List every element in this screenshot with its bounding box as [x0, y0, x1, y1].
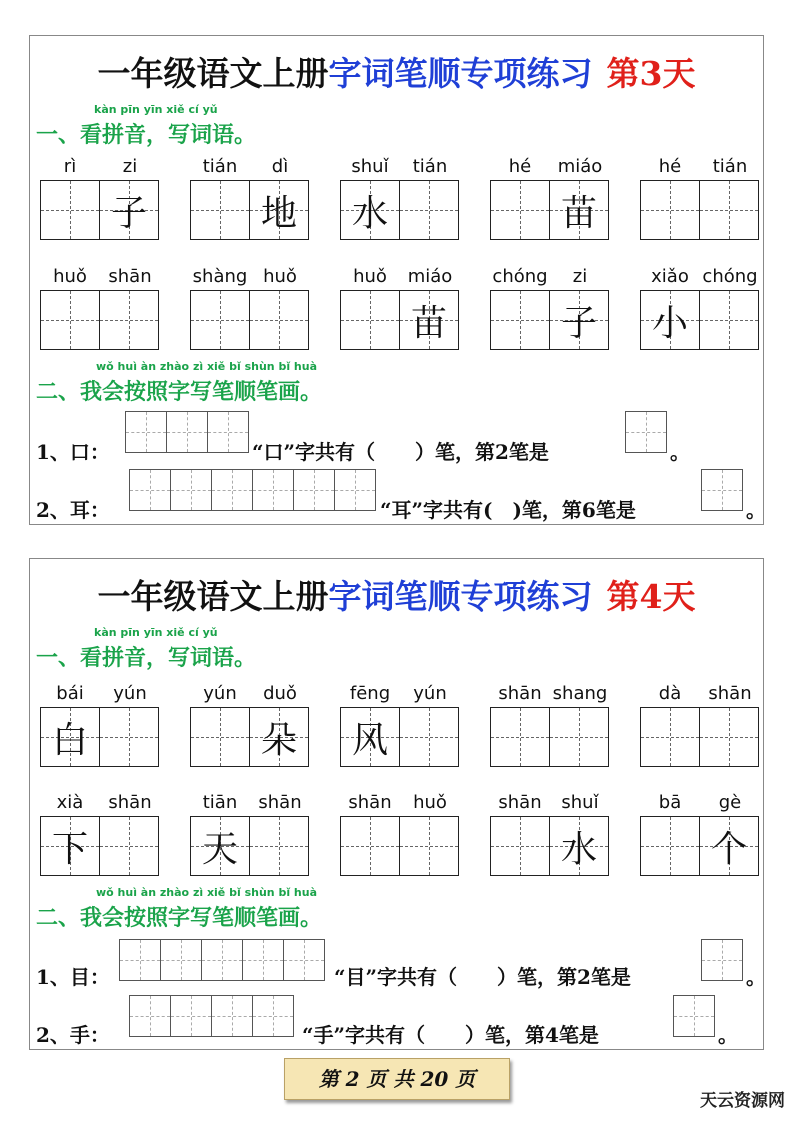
word-pinyin — [40, 792, 160, 814]
word-pinyin — [490, 792, 610, 814]
writing-box[interactable] — [99, 180, 159, 240]
writing-box[interactable] — [490, 180, 550, 240]
pinyin-syllable: zi — [122, 156, 138, 177]
pinyin-syllable: tián — [712, 156, 748, 177]
answer-box-1[interactable] — [702, 939, 743, 981]
pinyin-syllable: chóng — [702, 266, 758, 287]
day-4-panel — [29, 558, 764, 1050]
word-pinyin — [190, 792, 310, 814]
pinyin-syllable: yún — [203, 683, 237, 704]
writing-box[interactable] — [249, 707, 309, 767]
writing-box[interactable] — [640, 707, 700, 767]
word-pinyin — [190, 156, 310, 178]
writing-box[interactable] — [399, 180, 459, 240]
pinyin-syllable: miáo — [407, 266, 453, 287]
pinyin-syllable: yún — [413, 683, 447, 704]
page-title: 一年级语文上册字词笔顺专项练习 第3天 — [97, 54, 696, 93]
given-character — [400, 181, 458, 239]
given-character: 个 — [710, 828, 747, 870]
word-pinyin — [490, 156, 610, 178]
section-1-pinyin: kàn pīn yīn xiě cí yǔ — [94, 626, 218, 639]
writing-box[interactable] — [640, 180, 700, 240]
end-mark: 。 — [746, 498, 766, 522]
stroke-box[interactable] — [160, 939, 202, 981]
stroke-box[interactable] — [673, 995, 715, 1037]
pinyin-syllable: bái — [56, 683, 84, 704]
word-pinyin — [640, 792, 760, 814]
answer-box-2[interactable] — [702, 469, 743, 511]
end-mark: 。 — [718, 1023, 738, 1047]
word-pinyin — [340, 683, 460, 705]
pinyin-syllable: rì — [63, 156, 77, 177]
stroke-box[interactable] — [701, 939, 743, 981]
pinyin-syllable: shān — [108, 792, 152, 813]
word-pinyin — [490, 266, 610, 288]
writing-box[interactable] — [340, 707, 400, 767]
pinyin-syllable: dì — [271, 156, 289, 177]
pinyin-syllable: gè — [718, 792, 742, 813]
section-2-pinyin: wǒ huì àn zhào zì xiě bǐ shùn bǐ huà — [96, 360, 317, 373]
given-character: 子 — [110, 192, 147, 234]
given-character: 小 — [651, 302, 688, 344]
given-character — [341, 817, 399, 875]
writing-box[interactable] — [699, 816, 759, 876]
given-character — [700, 291, 758, 349]
writing-box[interactable] — [340, 816, 400, 876]
word-pinyin — [340, 792, 460, 814]
pinyin-syllable: shàng — [192, 266, 248, 287]
writing-box[interactable] — [249, 816, 309, 876]
given-character — [100, 708, 158, 766]
writing-box[interactable] — [549, 707, 609, 767]
word-pinyin — [340, 266, 460, 288]
writing-box[interactable] — [99, 816, 159, 876]
page-title: 一年级语文上册字词笔顺专项练习 第4天 — [97, 577, 696, 616]
writing-box[interactable] — [699, 290, 759, 350]
given-character: 水 — [560, 828, 597, 870]
word-pinyin — [40, 156, 160, 178]
pinyin-syllable: shān — [348, 792, 392, 813]
section-1-pinyin: kàn pīn yīn xiě cí yǔ — [94, 103, 218, 116]
given-character — [400, 817, 458, 875]
given-character: 子 — [560, 302, 597, 344]
day-3-panel — [29, 35, 764, 525]
given-character — [191, 291, 249, 349]
given-character — [491, 291, 549, 349]
stroke-box[interactable] — [252, 469, 294, 511]
pinyin-syllable: shuǐ — [351, 156, 389, 177]
section-1-heading: 一、看拼音，写词语。 — [36, 122, 257, 148]
given-character — [491, 181, 549, 239]
stroke-strip-1[interactable] — [126, 411, 249, 453]
given-character: 水 — [351, 192, 388, 234]
writing-box[interactable] — [399, 290, 459, 350]
watermark: 天云资源网 — [700, 1091, 785, 1111]
writing-box[interactable] — [399, 816, 459, 876]
writing-box[interactable] — [190, 180, 250, 240]
given-character — [491, 817, 549, 875]
stroke-box[interactable] — [207, 411, 249, 453]
stroke-strip-2[interactable] — [130, 469, 376, 511]
writing-box[interactable] — [40, 816, 100, 876]
writing-box[interactable] — [190, 290, 250, 350]
given-character: 下 — [51, 828, 88, 870]
pinyin-syllable: shān — [258, 792, 302, 813]
given-character — [641, 181, 699, 239]
stroke-box[interactable] — [625, 411, 667, 453]
stroke-box[interactable] — [293, 469, 335, 511]
pinyin-syllable: miáo — [557, 156, 603, 177]
pinyin-syllable: xiǎo — [651, 266, 689, 287]
pinyin-syllable: duǒ — [263, 683, 297, 704]
page-footer: 第 2 页 共 20 页 — [284, 1058, 510, 1100]
pinyin-syllable: shān — [708, 683, 752, 704]
writing-box[interactable] — [249, 180, 309, 240]
writing-box[interactable] — [40, 707, 100, 767]
stroke-box[interactable] — [125, 411, 167, 453]
word-pinyin — [640, 156, 760, 178]
stroke-box[interactable] — [166, 411, 208, 453]
pinyin-syllable: fēng — [349, 683, 391, 704]
section-2-heading: 二、我会按照字写笔顺笔画。 — [36, 379, 323, 405]
writing-box[interactable] — [40, 290, 100, 350]
word-pinyin — [340, 156, 460, 178]
given-character — [41, 291, 99, 349]
question-2-label: 2、手： — [36, 1023, 110, 1047]
writing-box[interactable] — [699, 707, 759, 767]
pinyin-syllable: tián — [412, 156, 448, 177]
writing-box[interactable] — [640, 290, 700, 350]
word-pinyin — [640, 266, 760, 288]
pinyin-syllable: chóng — [492, 266, 548, 287]
pinyin-syllable: tián — [202, 156, 238, 177]
pinyin-syllable: shān — [108, 266, 152, 287]
pinyin-syllable: huǒ — [413, 792, 447, 813]
stroke-box[interactable] — [129, 995, 171, 1037]
writing-box[interactable] — [399, 707, 459, 767]
given-character — [491, 708, 549, 766]
word-pinyin — [40, 266, 160, 288]
stroke-box[interactable] — [211, 469, 253, 511]
stroke-box[interactable] — [129, 469, 171, 511]
stroke-box[interactable] — [170, 469, 212, 511]
answer-box-1[interactable] — [626, 411, 667, 453]
given-character — [100, 817, 158, 875]
pinyin-syllable: shuǐ — [561, 792, 599, 813]
pinyin-syllable: yún — [113, 683, 147, 704]
given-character: 风 — [351, 719, 388, 761]
writing-box[interactable] — [249, 290, 309, 350]
writing-box[interactable] — [490, 816, 550, 876]
word-pinyin — [40, 683, 160, 705]
pinyin-syllable: tiān — [202, 792, 238, 813]
writing-box[interactable] — [340, 290, 400, 350]
writing-box[interactable] — [490, 707, 550, 767]
word-pinyin — [640, 683, 760, 705]
pinyin-syllable: shān — [498, 683, 542, 704]
section-1-heading: 一、看拼音，写词语。 — [36, 645, 257, 671]
question-1-label: 1、目： — [36, 965, 110, 989]
pinyin-syllable: shān — [498, 792, 542, 813]
stroke-box[interactable] — [201, 939, 243, 981]
given-character — [250, 817, 308, 875]
pinyin-syllable: zi — [572, 266, 588, 287]
word-pinyin — [190, 683, 310, 705]
pinyin-syllable: huǒ — [263, 266, 297, 287]
pinyin-syllable: huǒ — [53, 266, 87, 287]
end-mark: 。 — [746, 965, 766, 989]
pinyin-syllable: dà — [658, 683, 682, 704]
writing-box[interactable] — [99, 707, 159, 767]
end-mark: 。 — [670, 440, 690, 464]
writing-box[interactable] — [99, 290, 159, 350]
word-pinyin — [190, 266, 310, 288]
stroke-strip-1[interactable] — [120, 939, 325, 981]
pinyin-syllable: hé — [658, 156, 682, 177]
writing-box[interactable] — [340, 180, 400, 240]
given-character — [700, 708, 758, 766]
word-pinyin — [490, 683, 610, 705]
writing-box[interactable] — [640, 816, 700, 876]
given-character — [250, 291, 308, 349]
answer-box-2[interactable] — [674, 995, 715, 1037]
given-character: 朵 — [260, 719, 297, 761]
given-character: 天 — [201, 828, 238, 870]
stroke-box[interactable] — [242, 939, 284, 981]
given-character — [400, 708, 458, 766]
question-2-label: 2、耳： — [36, 498, 110, 522]
section-2-heading: 二、我会按照字写笔顺笔画。 — [36, 905, 323, 931]
question-2-text: “耳”字共有( )笔，第6笔是 — [380, 498, 636, 522]
given-character — [191, 181, 249, 239]
writing-box[interactable] — [490, 290, 550, 350]
writing-box[interactable] — [549, 290, 609, 350]
given-character — [41, 181, 99, 239]
given-character — [641, 708, 699, 766]
question-1-label: 1、口： — [36, 440, 110, 464]
pinyin-syllable: bā — [658, 792, 682, 813]
writing-box[interactable] — [699, 180, 759, 240]
question-1-text: “口”字共有（ ）笔，第2笔是 — [252, 440, 549, 464]
pinyin-syllable: shang — [552, 683, 608, 704]
pinyin-syllable: xià — [56, 792, 84, 813]
writing-box[interactable] — [190, 816, 250, 876]
given-character: 地 — [260, 192, 297, 234]
question-2-text: “手”字共有（ ）笔，第4笔是 — [302, 1023, 599, 1047]
stroke-box[interactable] — [119, 939, 161, 981]
given-character — [100, 291, 158, 349]
stroke-box[interactable] — [283, 939, 325, 981]
given-character — [341, 291, 399, 349]
writing-box[interactable] — [190, 707, 250, 767]
given-character: 苗 — [560, 192, 597, 234]
stroke-box[interactable] — [170, 995, 212, 1037]
given-character — [550, 708, 608, 766]
given-character: 苗 — [410, 302, 447, 344]
stroke-box[interactable] — [334, 469, 376, 511]
stroke-strip-2[interactable] — [130, 995, 294, 1037]
given-character — [641, 817, 699, 875]
section-2-pinyin: wǒ huì àn zhào zì xiě bǐ shùn bǐ huà — [96, 886, 317, 899]
writing-box[interactable] — [549, 816, 609, 876]
pinyin-syllable: hé — [508, 156, 532, 177]
stroke-box[interactable] — [211, 995, 253, 1037]
question-1-text: “目”字共有（ ）笔，第2笔是 — [334, 965, 631, 989]
stroke-box[interactable] — [701, 469, 743, 511]
given-character: 白 — [51, 719, 88, 761]
stroke-box[interactable] — [252, 995, 294, 1037]
pinyin-syllable: huǒ — [353, 266, 387, 287]
given-character — [191, 708, 249, 766]
writing-box[interactable] — [549, 180, 609, 240]
writing-box[interactable] — [40, 180, 100, 240]
given-character — [700, 181, 758, 239]
